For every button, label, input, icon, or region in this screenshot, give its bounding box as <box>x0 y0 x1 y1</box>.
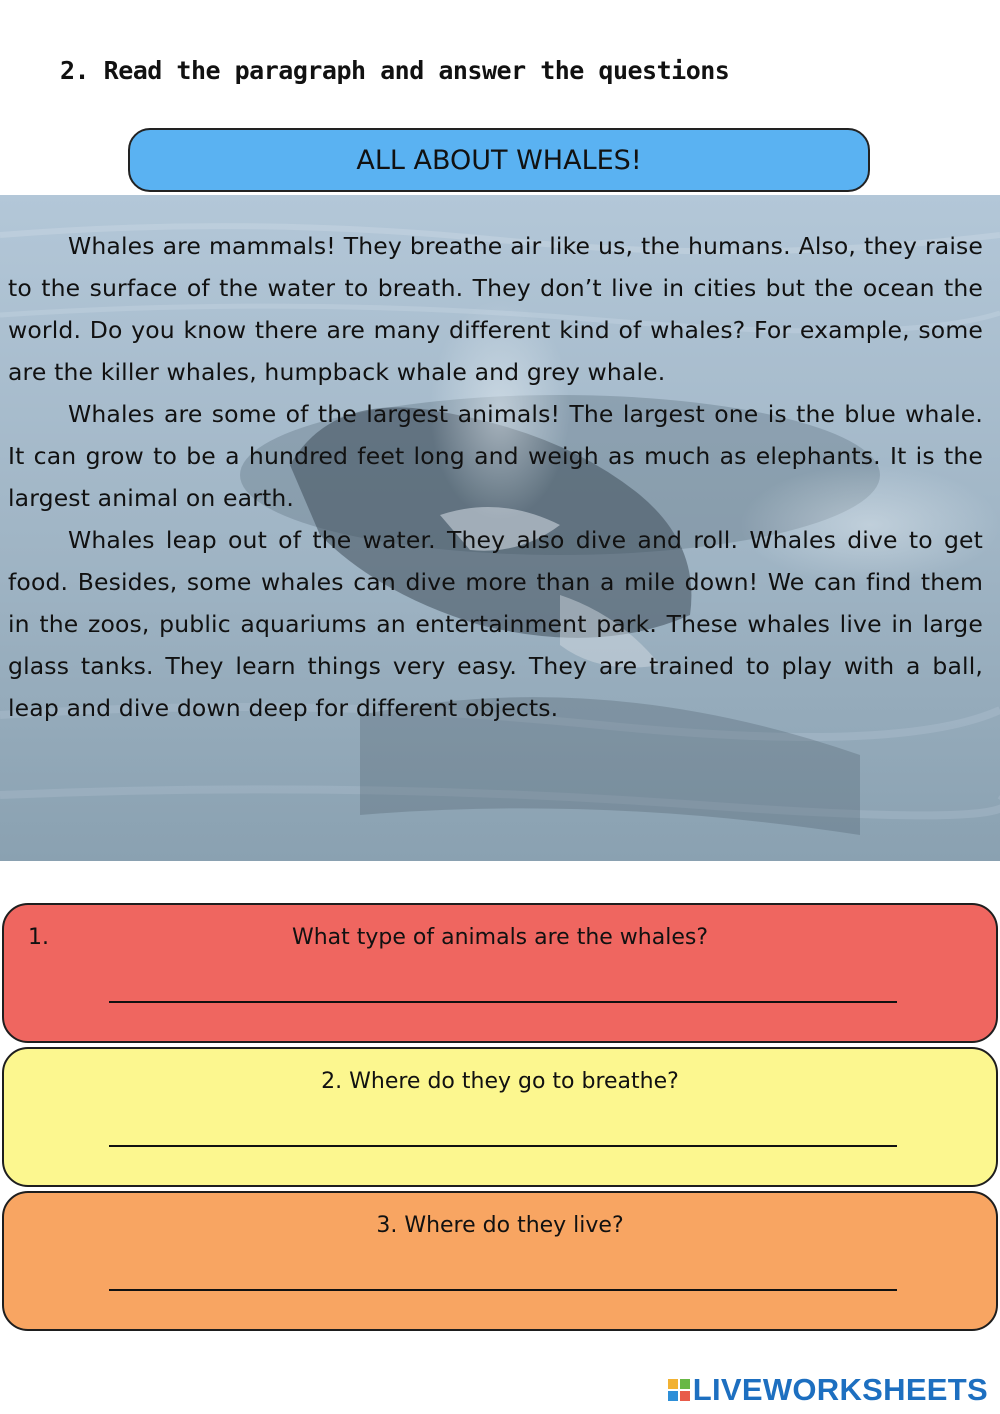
paragraph: Whales leap out of the water. They also dive and roll. Whales dive to get food. Besides, some whales can dive more than a mile down! We can find them in the zoos, public aquariums an entertainment park. These whales live in large glass tanks. They learn things very easy. They are trained to play with a ball, leap and dive down deep for different objects. <box>8 526 983 722</box>
paragraph: Whales are some of the largest animals! The largest one is the blue whale. It can grow to be a hundred feet long and weigh as much as elephants. It is the largest animal on earth. <box>8 400 983 512</box>
answer-field-1[interactable] <box>109 1001 897 1003</box>
instruction-heading: 2. Read the paragraph and answer the questions <box>60 56 730 85</box>
reading-section <box>0 195 1000 861</box>
question-text: 2. Where do they go to breathe? <box>321 1069 679 1094</box>
question-text: 3. Where do they live? <box>376 1213 624 1238</box>
reading-passage <box>8 225 983 729</box>
logo-text: LIVEWORKSHEETS <box>692 1372 988 1407</box>
question-card-2 <box>2 1047 998 1187</box>
liveworksheets-logo <box>668 1374 988 1405</box>
question-text: What type of animals are the whales? <box>291 925 709 950</box>
question-card-3 <box>2 1191 998 1331</box>
question-number: 1. <box>28 925 49 950</box>
answer-field-3[interactable] <box>109 1289 897 1291</box>
reading-title-text: ALL ABOUT WHALES! <box>356 144 642 176</box>
question-card-1 <box>2 903 998 1043</box>
liveworksheets-logo-icon <box>668 1379 690 1401</box>
answer-field-2[interactable] <box>109 1145 897 1147</box>
paragraph: Whales are mammals! They breathe air like us, the humans. Also, they raise to the surface of the water to breath. They don’t live in cities but the ocean the world. Do you know there are many different kind of whales? For example, some are the killer whales, humpback whale and grey whale. <box>8 232 983 386</box>
reading-title <box>128 128 870 192</box>
